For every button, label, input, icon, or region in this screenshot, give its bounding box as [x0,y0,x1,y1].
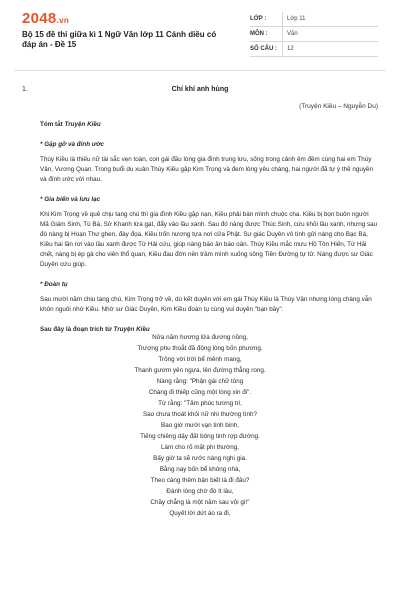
section-heading: * Gặp gỡ và đính ước [40,141,105,148]
meta-key: SỐ CÂU : [250,46,277,52]
meta-value: 12 [282,42,294,56]
meta-key: MÔN : [250,31,268,37]
section-text: Sau mười năm chịu tang chú, Kim Trọng trở về, dù kết duyên với em gái Thúy Kiều là Thúy Vân nhưng lòng chàng vẫn khôn nguôi nhớ Kiều. Nhờ sư Giác Duyên, Kim Kiều đoàn tụ cùng vui duyên "bạn bầy". [40,296,372,313]
meta-row-class [250,12,378,27]
meta-key: LỚP : [250,16,267,22]
verse-line: Đành lòng chờ đó ít lâu, [166,488,234,495]
verse-line: Bấy giờ ta sẽ rước nàng nghi gia. [153,455,247,462]
verse-line: Quyết lời dứt áo ra đi, [169,510,231,517]
verse-line: Trượng phu thoắt đã động lòng bốn phương. [137,345,263,352]
meta-table [250,12,378,57]
verse-line: Làm cho rõ mặt phi thường, [161,444,239,451]
logo-main: 2048 [22,10,57,27]
verse-line: Tiếng chiêng dậy đất bóng tinh rợp đường. [140,433,260,440]
question-number: 1. [22,86,28,93]
site-logo[interactable] [22,10,69,27]
page-header [0,0,400,66]
verse-line: Bao giờ mười vạn tinh binh, [161,422,239,429]
summary-heading-work: Truyện Kiều [64,121,101,128]
verse-line: Sao chưa thoát khỏi nữ nhi thường tình? [142,411,258,418]
summary-heading [40,120,378,130]
verse-line: Nửa năm hương lửa đương nồng, [152,334,248,341]
passage-title: Chí khí anh hùng [171,86,229,93]
verse-block [0,332,400,519]
section-text: Khi Kim Trọng về quê chịu tang chú thì gia đình Kiều gặp nạn, Kiều phải bán mình chuộc cha. Kiều bị bọn buôn người Mã Giám Sinh, Tú Bà, Sở Khanh lừa gạt, đẩy vào lầu xanh. Sau đó nàng được Thúc Sinh, cứu khỏi lầu xanh, nhưng sau đó nàng bị Hoạn Thư ghen, đày đọa, Kiều trốn nương tựa nơi cửa Phật. Sư giác Duyên vô tình gửi nàng cho Bạc Bà, Kiều hai lần rơi vào lầu xanh được Từ Hải cứu, giúp nàng báo ân báo oán. Thúy Kiều mắc mưu Hồ Tôn Hiến, Từ Hải chết, nàng bị ép gả cho viên thổ quan, Kiều đau đớn nên trầm mình xuống sông Tiền Đường tự tử. Nàng được sư Giác Duyên cứu giúp. [40,211,378,268]
section-heading: * Gia biến và lưu lạc [40,196,101,203]
header-divider [14,70,386,71]
verse-line: Theo càng thêm bận biết là đi đâu? [150,477,250,484]
section-heading: * Đoàn tụ [40,281,68,288]
passage-body [40,120,378,335]
summary-heading-prefix: Tóm tắt [40,121,65,128]
section-text: Thúy Kiều là thiếu nữ tài sắc vẹn toàn, con gái đầu lòng gia đình trung lưu, sống trong cảnh êm đềm cùng hai em Thúy Vân, Vương Quan. Trong buổi du xuân Thúy Kiều gặp Kim Trọng và đem lòng yêu chàng, hai người đã tự ý thề nguyền và đính ước với nhau. [40,156,374,183]
verse-line: Từ rằng: "Tâm phúc tương tri, [158,400,242,407]
meta-row-count [250,42,378,57]
excerpt-heading-prefix: Sau đây là đoạn trích từ [40,326,114,333]
meta-row-subject [250,27,378,42]
logo-suffix: .vn [56,16,70,25]
excerpt-heading-work: Truyện Kiều [113,326,150,333]
verse-line: Chầy chẳng là một năm sau vội gì!" [150,499,250,506]
verse-line: Bằng nay bốn bể không nhà, [159,466,241,473]
verse-line: Trông vời trời bể mênh mang, [158,356,242,363]
verse-line: Chàng đi thiếp cũng một lòng xin đi". [148,389,252,396]
verse-line: Thanh gươm yên ngựa, lên đường thẳng rong. [134,367,266,374]
passage-source: (Truyện Kiều – Nguyễn Du) [299,103,378,110]
document-title: Bộ 15 đề thi giữa kì 1 Ngữ Văn lớp 11 Cánh diều có đáp án - Đề 15 [22,30,217,49]
meta-value: Lớp 11 [282,12,306,26]
verse-line: Nàng rằng: "Phận gái chữ tòng [156,378,244,385]
meta-value: Văn [282,27,298,41]
